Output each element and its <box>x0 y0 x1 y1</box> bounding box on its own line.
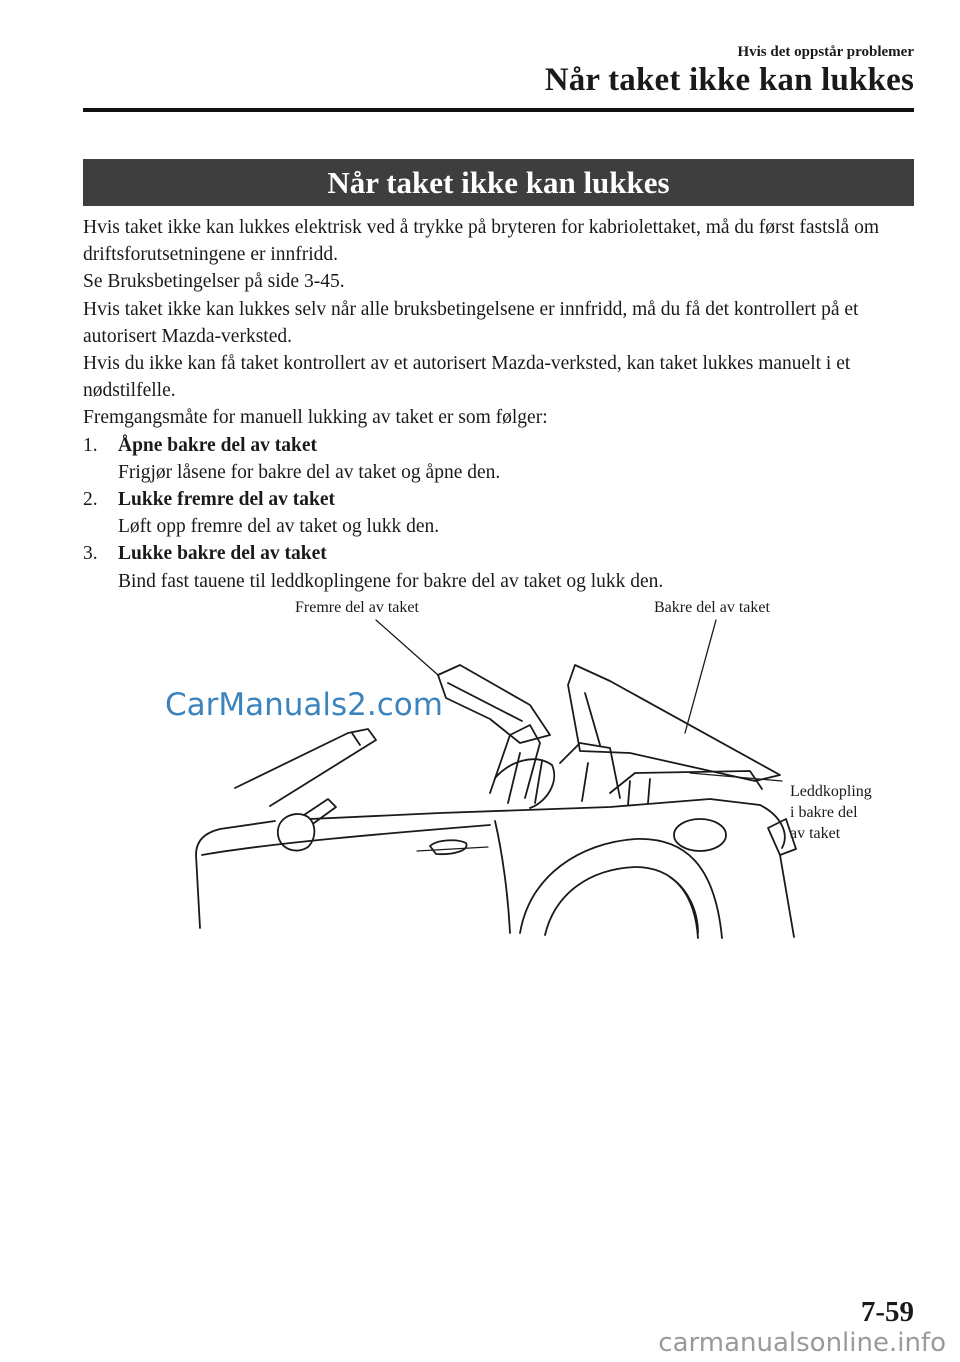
step-3 <box>83 540 918 594</box>
paragraph-reference: Se Bruksbetingelser på side 3-45. <box>83 271 345 293</box>
body-text <box>83 214 918 595</box>
paragraph-procedure: Fremgangsmåte for manuell lukking av taket er som følger: <box>83 407 548 429</box>
header-rule <box>83 108 914 112</box>
step-number: 3. <box>83 543 98 565</box>
footer-watermark: carmanualsonline.info <box>658 1328 946 1358</box>
paragraph-workshop: Hvis taket ikke kan lukkes selv når alle bruksbetingelsene er innfridd, må du få det kontrollert på et autorisert Mazda-verksted. <box>83 298 859 347</box>
step-title: Lukke fremre del av taket <box>118 489 336 511</box>
step-description: Bind fast tauene til leddkoplingene for bakre del av taket og lukk den. <box>118 570 664 592</box>
header-page-title: Når taket ikke kan lukkes <box>544 62 914 98</box>
paragraph-intro: Hvis taket ikke kan lukkes elektrisk ved å trykke på bryteren for kabriolettaket, må du først fastslå om driftsforutsetningene er innfridd. <box>83 217 880 266</box>
step-1 <box>83 432 918 486</box>
step-description: Frigjør låsene for bakre del av taket og åpne den. <box>118 461 501 483</box>
step-number: 1. <box>83 434 98 456</box>
header-section-label: Hvis det oppstår problemer <box>737 44 914 60</box>
callout-rear-roof: Bakre del av taket <box>654 599 770 616</box>
page-number: 7-59 <box>860 1296 914 1328</box>
procedure-steps <box>83 432 918 595</box>
callout-front-roof: Fremre del av taket <box>295 599 419 616</box>
step-title: Lukke bakre del av taket <box>118 543 327 565</box>
watermark-carmanuals2: CarManuals2.com <box>165 687 443 723</box>
section-banner <box>83 159 914 206</box>
car-drawing <box>190 593 900 943</box>
step-number: 2. <box>83 489 98 511</box>
step-title: Åpne bakre del av taket <box>118 434 317 456</box>
step-2 <box>83 486 918 540</box>
section-banner-title: Når taket ikke kan lukkes <box>327 165 670 200</box>
step-description: Løft opp fremre del av taket og lukk den. <box>118 516 440 538</box>
callout-rear-roof-joint: Leddkopling i bakre del av taket <box>790 783 872 842</box>
paragraph-emergency: Hvis du ikke kan få taket kontrollert av et autorisert Mazda-verksted, kan taket lukkes manuelt i et nødstilfelle. <box>83 353 851 402</box>
convertible-roof-illustration <box>190 593 900 943</box>
